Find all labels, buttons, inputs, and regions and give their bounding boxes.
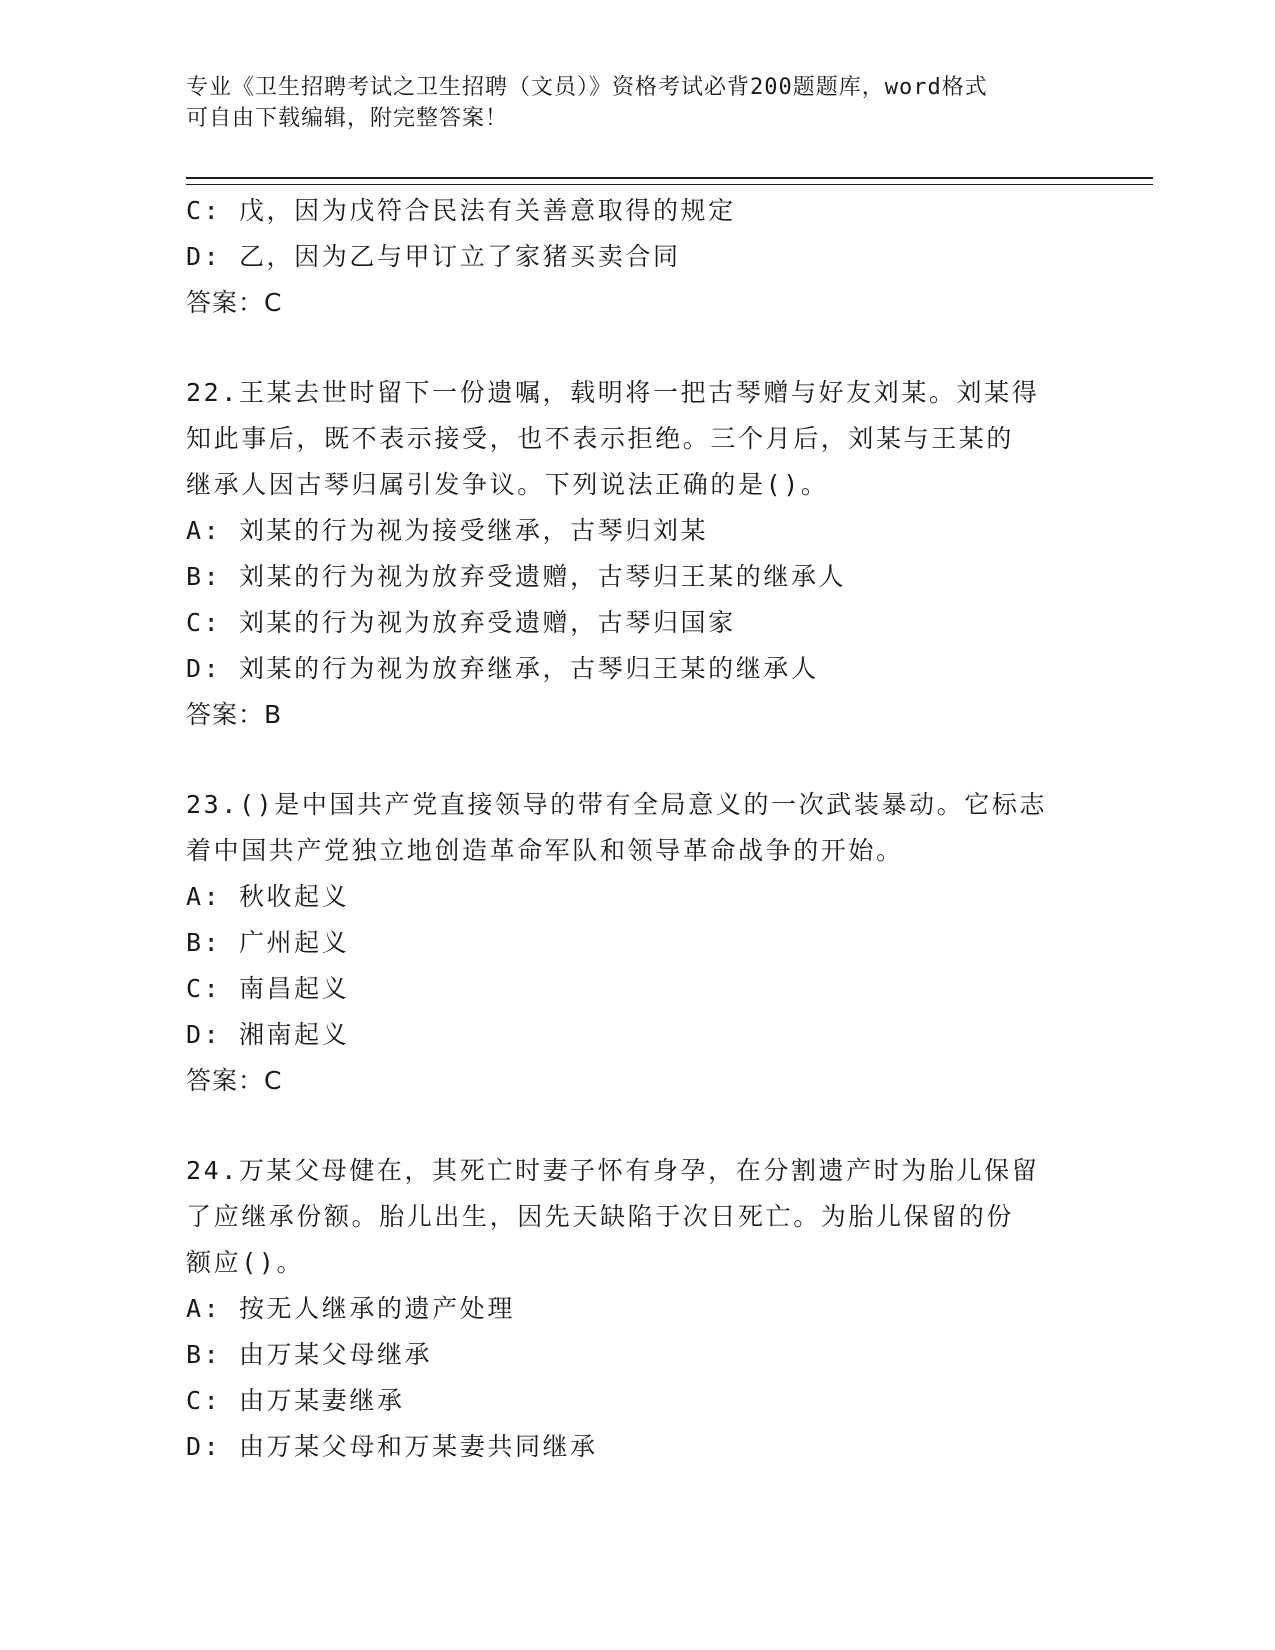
previous-question-continuation: [186, 188, 1086, 326]
page-header: [186, 72, 1066, 134]
option-d: D: 湘南起义: [186, 1020, 350, 1049]
option-c: C: 南昌起义: [186, 974, 350, 1003]
option-d: D: 乙，因为乙与甲订立了家猪买卖合同: [186, 242, 681, 271]
header-title-line-2: 可自由下载编辑，附完整答案！: [186, 106, 509, 131]
option-b: B: 广州起义: [186, 928, 350, 957]
question-text-line: 着中国共产党独立地创造革命军队和领导革命战争的开始。: [186, 836, 904, 865]
option-c: C: 戊，因为戊符合民法有关善意取得的规定: [186, 196, 736, 225]
option-a: A: 刘某的行为视为接受继承，古琴归刘某: [186, 516, 709, 545]
option-a: A: 按无人继承的遗产处理: [186, 1294, 515, 1323]
option-a: A: 秋收起义: [186, 882, 350, 911]
question-24: [186, 1148, 1086, 1470]
question-text-line: 额应()。: [186, 1248, 305, 1277]
question-spacer: [186, 1104, 1086, 1148]
option-b: B: 由万某父母继承: [186, 1340, 433, 1369]
header-title-line-1: 专业《卫生招聘考试之卫生招聘（文员）》资格考试必背200题题库，word格式: [186, 75, 988, 100]
answer-line: 答案：B: [186, 700, 283, 729]
question-text-line: 24.万某父母健在，其死亡时妻子怀有身孕，在分割遗产时为胎儿保留: [186, 1156, 1040, 1185]
header-divider-thick: [186, 177, 1153, 179]
question-text-line: 23.()是中国共产党直接领导的带有全局意义的一次武装暴动。它标志: [186, 790, 1048, 819]
option-d: D: 由万某父母和万某妻共同继承: [186, 1432, 598, 1461]
question-23: [186, 782, 1086, 1104]
question-22: [186, 370, 1086, 738]
question-spacer: [186, 326, 1086, 370]
question-spacer: [186, 738, 1086, 782]
option-d: D: 刘某的行为视为放弃继承，古琴归王某的继承人: [186, 654, 819, 683]
question-text-line: 知此事后，既不表示接受，也不表示拒绝。三个月后，刘某与王某的: [186, 424, 1015, 453]
question-text-line: 22.王某去世时留下一份遗嘱，载明将一把古琴赠与好友刘某。刘某得: [186, 378, 1040, 407]
option-c: C: 由万某妻继承: [186, 1386, 405, 1415]
option-c: C: 刘某的行为视为放弃受遗赠，古琴归国家: [186, 608, 736, 637]
header-divider-thin: [186, 184, 1153, 185]
question-content: [186, 188, 1086, 1470]
question-text-line: 继承人因古琴归属引发争议。下列说法正确的是()。: [186, 470, 829, 499]
question-text-line: 了应继承份额。胎儿出生，因先天缺陷于次日死亡。为胎儿保留的份: [186, 1202, 1015, 1231]
answer-line: 答案：C: [186, 1066, 283, 1095]
answer-line: 答案：C: [186, 288, 283, 317]
option-b: B: 刘某的行为视为放弃受遗赠，古琴归王某的继承人: [186, 562, 847, 591]
